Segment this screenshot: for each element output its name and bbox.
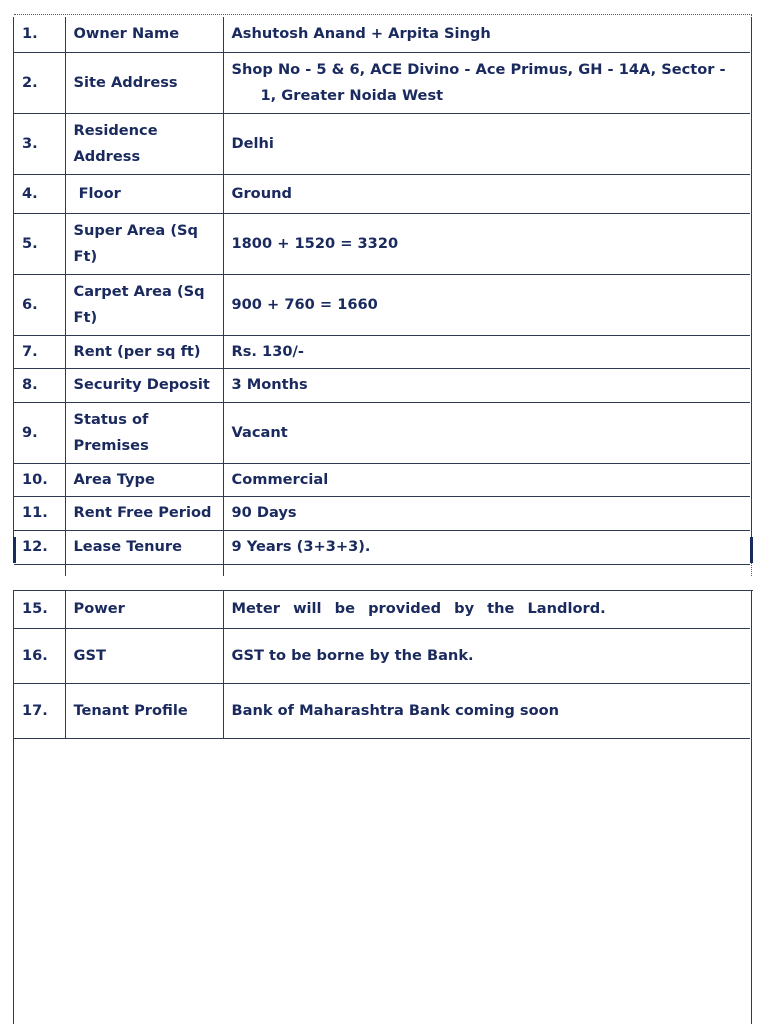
row-value: 1800 + 1520 = 3320 — [223, 213, 750, 274]
row-label — [65, 402, 223, 463]
row-value: Meter will be provided by the Landlord. — [223, 590, 750, 628]
row-number: 2. — [14, 52, 65, 113]
row-number: 8. — [14, 368, 65, 402]
table-row — [14, 274, 750, 335]
row-value: 9 Years (3+3+3). — [223, 530, 750, 564]
row-value: Vacant — [223, 402, 750, 463]
row-value: Ashutosh Anand + Arpita Singh — [223, 17, 750, 52]
table-row — [14, 174, 750, 213]
table-row — [14, 590, 750, 628]
table-row — [14, 530, 750, 564]
label-line-1: Residence — [73, 121, 158, 139]
row-label — [65, 113, 223, 174]
property-details-table — [14, 17, 752, 576]
row-label: Owner Name — [65, 17, 223, 52]
row-value: Ground — [223, 174, 750, 213]
table-row — [14, 52, 750, 113]
row-label: Floor — [65, 174, 223, 213]
label-line-2: Premises — [73, 436, 149, 454]
row-label — [65, 274, 223, 335]
label-line-1: Carpet Area (Sq — [73, 282, 205, 300]
row-number: 3. — [14, 113, 65, 174]
address-line-1: Shop No - 5 & 6, ACE Divino - Ace Primus, GH - 14A, Sector - — [231, 60, 726, 78]
label-line-2: Address — [73, 147, 141, 165]
row-value — [223, 52, 750, 113]
row-label: Site Address — [65, 52, 223, 113]
row-number: 15. — [14, 590, 65, 628]
row-label: Rent (per sq ft) — [65, 335, 223, 368]
row-number: 9. — [14, 402, 65, 463]
row-number: 6. — [14, 274, 65, 335]
row-number: 4. — [14, 174, 65, 213]
row-value: Commercial — [223, 463, 750, 496]
row-value: 3 Months — [223, 368, 750, 402]
label-line-2: Ft) — [73, 308, 98, 326]
table-row — [14, 213, 750, 274]
table-row — [14, 113, 750, 174]
row-value: 900 + 760 = 1660 — [223, 274, 750, 335]
row-label: Security Deposit — [65, 368, 223, 402]
address-line-2: 1, Greater Noida West — [260, 86, 444, 104]
row-number: 17. — [14, 683, 65, 738]
row-label: Area Type — [65, 463, 223, 496]
row-label: GST — [65, 628, 223, 683]
row-number: 16. — [14, 628, 65, 683]
row-number: 7. — [14, 335, 65, 368]
row-value: Delhi — [223, 113, 750, 174]
table-row — [14, 368, 750, 402]
table-row — [14, 628, 750, 683]
row-label: Tenant Profile — [65, 683, 223, 738]
row-number: 1. — [14, 17, 65, 52]
row-label — [65, 213, 223, 274]
row-number: 5. — [14, 213, 65, 274]
table-row — [14, 335, 750, 368]
row-value: Bank of Maharashtra Bank coming soon — [223, 683, 750, 738]
table-row — [14, 496, 750, 530]
row-number: 11. — [14, 496, 65, 530]
table-row — [14, 463, 750, 496]
table-row — [14, 17, 750, 52]
row-label: Power — [65, 590, 223, 628]
label-line-1: Super Area (Sq — [73, 221, 198, 239]
row-label: Lease Tenure — [65, 530, 223, 564]
label-line-2: Ft) — [73, 247, 98, 265]
row-label: Rent Free Period — [65, 496, 223, 530]
row-number: 12. — [14, 530, 65, 564]
terms-table — [14, 590, 752, 1024]
row-value: 90 Days — [223, 496, 750, 530]
row-value: GST to be borne by the Bank. — [223, 628, 750, 683]
label-line-1: Status of — [73, 410, 149, 428]
row-value: Rs. 130/- — [223, 335, 750, 368]
table-row — [14, 402, 750, 463]
table-row — [14, 683, 750, 738]
row-number: 10. — [14, 463, 65, 496]
